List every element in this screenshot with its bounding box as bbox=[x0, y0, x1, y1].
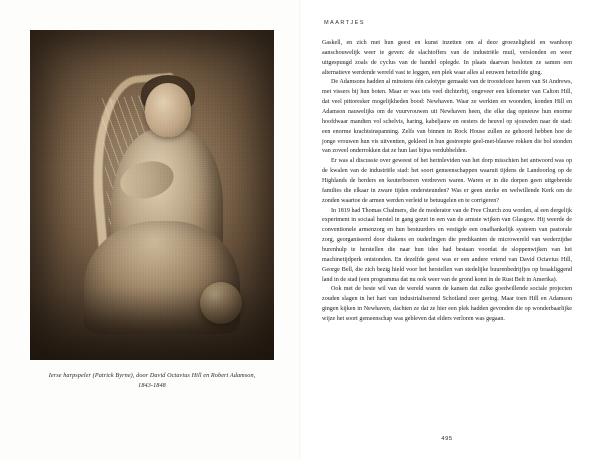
paragraph: Gaskell, en zich met hun geest en kunst inzetten om al deze groezeligheid en wanhoop aanschouwelijk weer te geven: de slachtoffers van de industriële muil, verslonden en weer uitgespuugd zoals de cyclus van de handel oplegde. In plaats daarvan besloten ze samen een alternatieve werdende wereld vast te leggen, een plek waar alles al eeuwen hetzelfde ging. bbox=[322, 40, 572, 76]
figure-block bbox=[30, 30, 274, 390]
paragraph: Ook met de beste wil van de wereld waren de kansen dat zulke goedwillende sociale projecten zouden slagen in het hart van industrialiserend Schotland zeer gering. Maar toen Hill en Adamson gingen kijken in Newhaven, dachten ze dat ze hier een plek hadden gevonden die op wonderbaarlijke wijze het soort gemeenschap was gebleven dat elders verloren was gegaan. bbox=[322, 286, 572, 323]
page-number: 495 bbox=[441, 436, 453, 442]
figure-caption-line2: 1843-1848 bbox=[138, 381, 166, 389]
running-head: MAARTJES bbox=[324, 20, 365, 26]
photograph-harpist bbox=[30, 30, 274, 360]
figure-caption-line1: Ierse harpspeler (Patrick Byrne), door David Octavius Hill en Robert Adamson, bbox=[48, 372, 256, 379]
paragraph: In 1819 had Thomas Chalmers, die de moderator van de Free Church zou worden, al een dergelijk experiment in sociaal herstel in gang gezet in een van de armste wijken van Glasgow. Hij weerde de conventionele armenzorg en hun bestuurders en vestigde een onafhankelijk systeem van pastorale zorg, georganiseerd door diakens en ouderlingen die predikanten de microwereld van wederzijdse burenhulp te herstellen die naar hun idee had bestaan voordat de sloppenwijken van het machinetijdperk ontstonden. En dezelfde geest was er een andere vriend van David Octavius Hill, George Bell, die zich bezig hield voor het herstellen van stedelijke buurenbedrijfjes op braakliggend land in de stad (een programma dat nu ook weer van de grond komt in de Rust Belt in Amerika). bbox=[322, 207, 572, 283]
right-page bbox=[300, 0, 600, 460]
paragraph: Er was al discussie over geweest of het herinleviden van het dorp misschien het antwoord was op de kwalen van de industriële stad: het soort gemeenschappen waaruit tijdens de Landoorlog op de Highlands de herders en keuterboeren verdreven waren. Waren er in die dorpen geen uitgebreide families die elkaar in zware tijden ondersteunden? Was er geen sterke en welwillende Kerk om de zonden waartoe de armen werden verleid te betuugelen en te corrigeren? bbox=[322, 158, 572, 204]
body-text-column bbox=[322, 39, 572, 426]
figure-caption bbox=[30, 371, 274, 390]
paragraph: De Adamsons hadden al minstens één calotype gemaakt van de troosteloze haven van St Andrews, met vissers bij hun boten. Maar er was iets veel dichterbij, ongeveer een kilometer van Calton Hill, dat veel pittoresker mogelijkheden bood: Newhaven. Waar ze werkten en woonden, konden Hill en Adamson nauwelijks om de vuurvrouwen uit Newhaven heen, die elke dag opnieuw hun enorme hoofdwaar mandten vol schelvis, haring, kabeljauw en oesters de heuvel op sjouwden naar de stad: een enorme krachtsinspanning. Zelfs van binnen in Rock House zullen ze gehoord hebben hoe de jonge vrouwen hun vis uitventten, gekleed in hun gestreepte geel-met-blauwe rokken die bol stonden van zoveel onderrokken dat ze hun last bijna verdubbelden. bbox=[322, 79, 572, 155]
edge-fade-overlay bbox=[30, 30, 274, 360]
